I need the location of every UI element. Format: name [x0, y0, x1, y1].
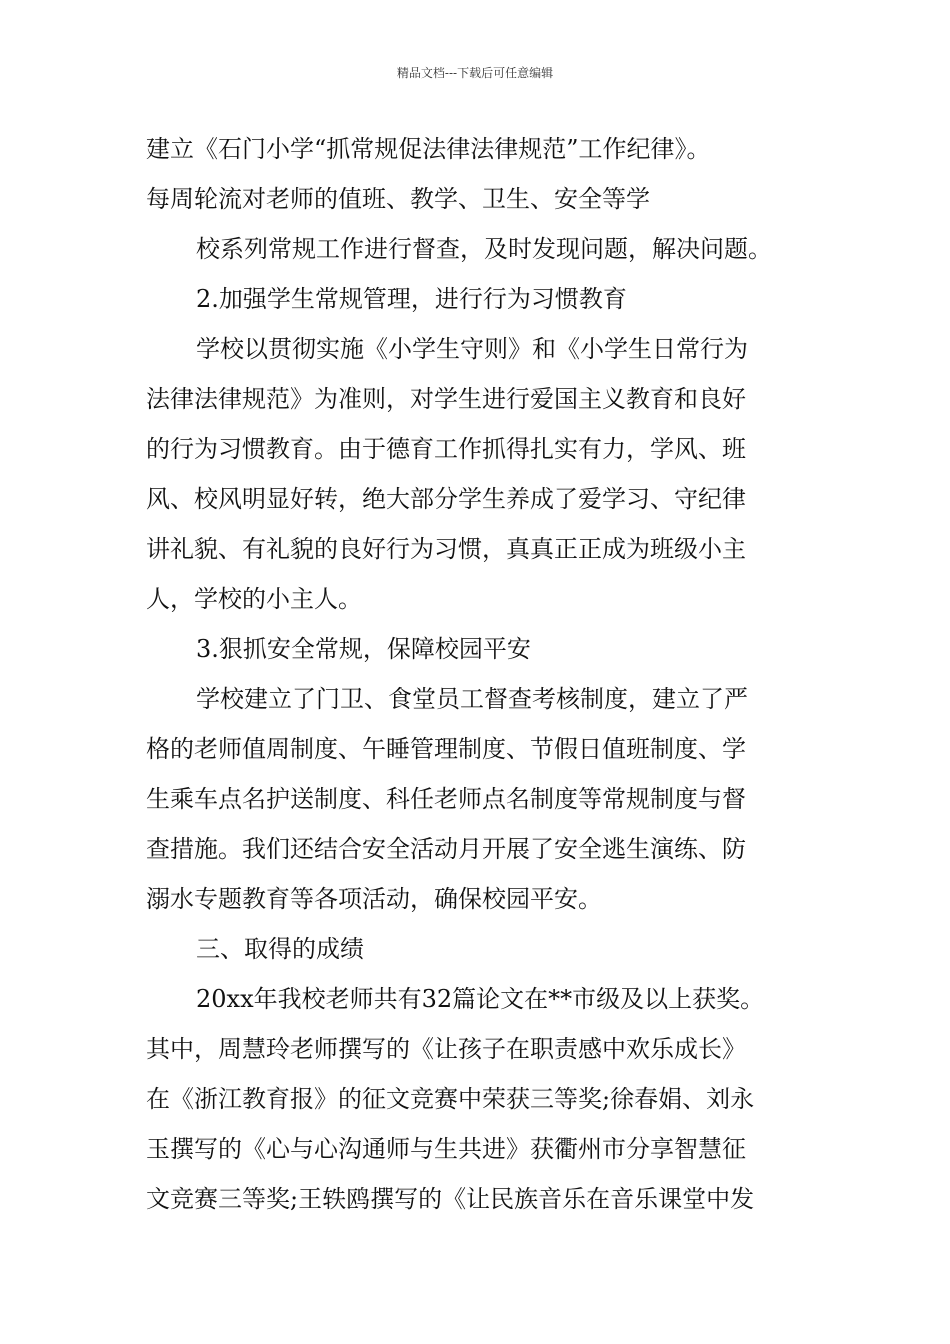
text-line: 文竞赛三等奖;王轶鸥撰写的《让民族音乐在音乐课堂中发 — [146, 1185, 755, 1213]
section-heading: 三、取得的成绩 — [196, 935, 364, 963]
text-line: 的行为习惯教育。由于德育工作抓得扎实有力，学风、班 — [146, 435, 746, 463]
text-line: 其中，周慧玲老师撰写的《让孩子在职责感中欢乐成长》 — [146, 1035, 746, 1063]
text-line: 人，学校的小主人。 — [146, 585, 362, 613]
text-line: 讲礼貌、有礼貌的良好行为习惯，真真正正成为班级小主 — [146, 535, 746, 563]
section-heading: 3.狠抓安全常规，保障校园平安 — [196, 635, 531, 663]
text-line: 每周轮流对老师的值班、教学、卫生、安全等学 — [146, 185, 650, 213]
section-heading: 2.加强学生常规管理，进行行为习惯教育 — [196, 285, 627, 313]
text-line: 校系列常规工作进行督查，及时发现问题，解决问题。 — [196, 235, 772, 263]
text-line: 在《浙江教育报》的征文竞赛中荣获三等奖;徐春娟、刘永 — [146, 1085, 755, 1113]
text-line: 生乘车点名护送制度、科任老师点名制度等常规制度与督 — [146, 785, 746, 813]
text-line: 风、校风明显好转，绝大部分学生养成了爱学习、守纪律 — [146, 485, 746, 513]
text-line: 溺水专题教育等各项活动，确保校园平安。 — [146, 885, 602, 913]
text-line: 格的老师值周制度、午睡管理制度、节假日值班制度、学 — [146, 735, 746, 763]
text-line: 建立《石门小学“抓常规促法律法律规范”工作纪律》。 — [146, 135, 711, 163]
text-line: 法律法律规范》为准则，对学生进行爱国主义教育和良好 — [146, 385, 746, 413]
text-line: 学校建立了门卫、食堂员工督查考核制度，建立了严 — [196, 685, 748, 713]
text-line: 学校以贯彻实施《小学生守则》和《小学生日常行为 — [196, 335, 748, 363]
text-line: 20xx年我校老师共有32篇论文在**市级及以上获奖。 — [196, 985, 765, 1013]
page-header: 精品文档---下载后可任意编辑 — [396, 66, 554, 80]
text-line: 查措施。我们还结合安全活动月开展了安全逃生演练、防 — [146, 835, 746, 863]
text-line: 玉撰写的《心与心沟通师与生共进》获衢州市分享智慧征 — [146, 1135, 746, 1163]
